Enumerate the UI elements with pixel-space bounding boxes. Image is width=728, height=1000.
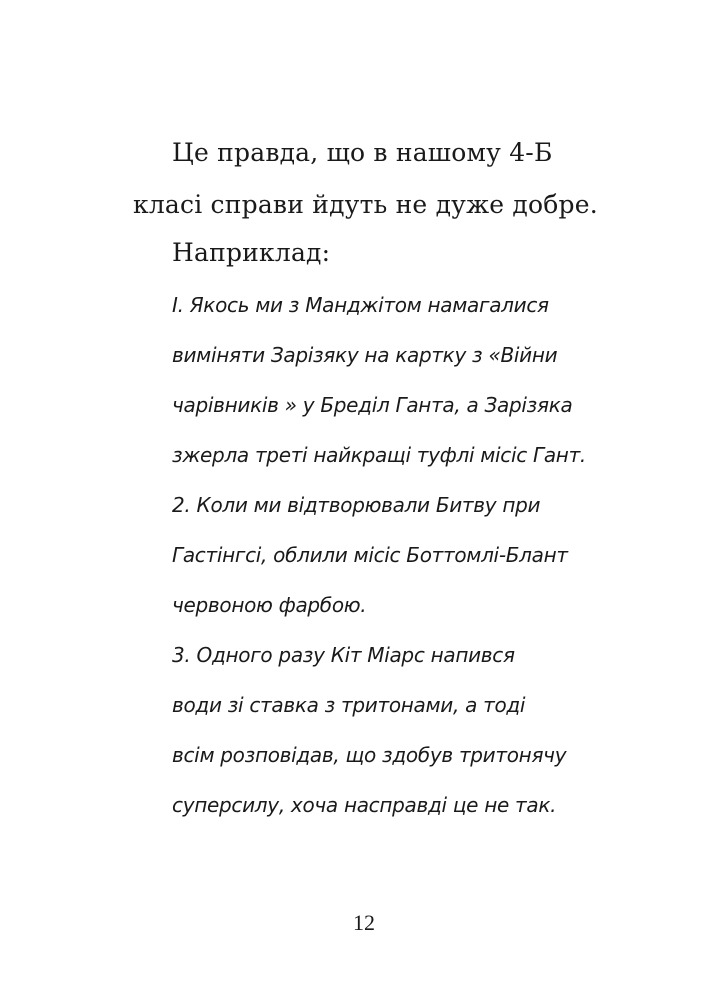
list-line-6: Гастінгсі, облили місіс Боттомлі-Блант [172,543,568,567]
list-line-4: зжерла треті найкращі туфлі місіс Гант. [172,443,586,467]
intro-line-2: класі справи йдуть не дуже добре. [133,190,598,219]
list-line-3: чарівників » у Бреділ Ганта, а Зарізяка [172,393,573,417]
list-line-2: виміняти Зарізяку на картку з «Війни [172,343,558,367]
list-line-9: води зі ставка з тритонами, а тоді [172,693,526,717]
intro-line-3: Наприклад: [172,238,331,267]
intro-line-1: Це правда, що в нашому 4-Б [172,138,553,167]
list-line-5: 2. Коли ми відтворювали Битву при [172,493,541,517]
list-line-10: всім розповідав, що здобув тритонячу [172,743,567,767]
page-number: 12 [353,910,375,935]
list-line-1: І. Якось ми з Манджітом намагалися [172,293,549,317]
list-line-7: червоною фарбою. [172,593,367,617]
list-line-11: суперсилу, хоча насправді це не так. [172,793,557,817]
list-line-8: 3. Одного разу Кіт Міарс напився [172,643,515,667]
